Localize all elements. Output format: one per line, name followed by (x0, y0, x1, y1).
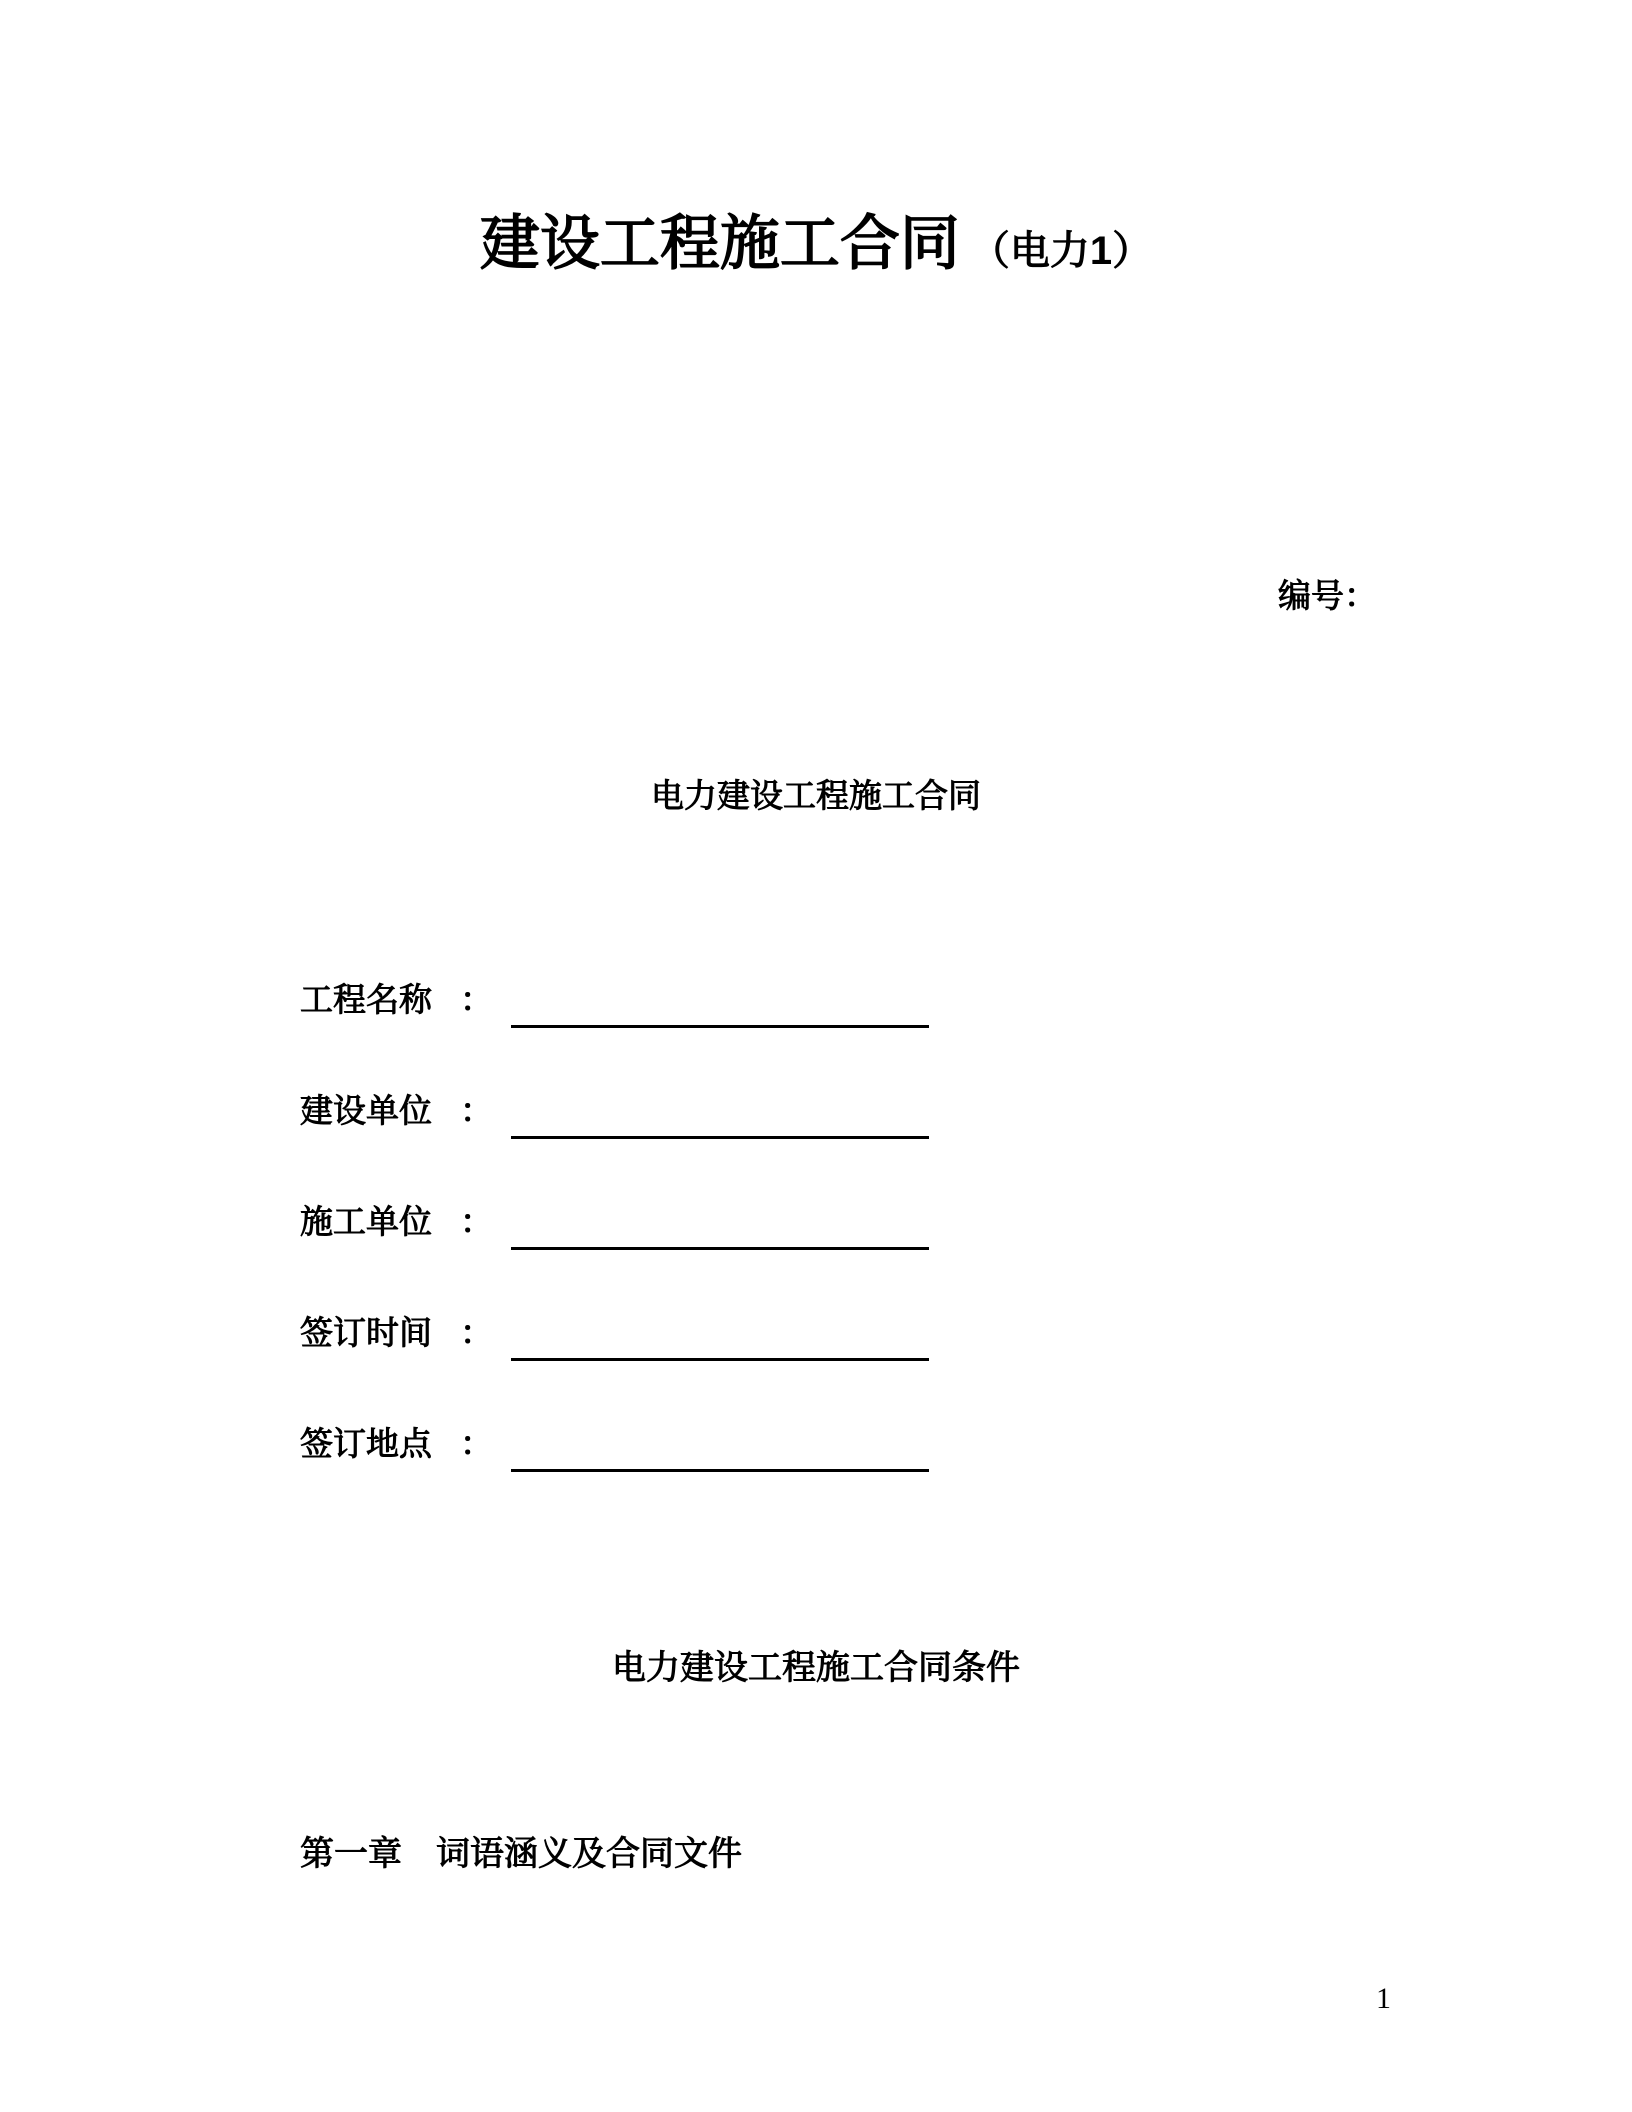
chapter-number: 第一章 (300, 1835, 402, 1873)
field-label-signing-time: 签订时间 (300, 1314, 432, 1351)
document-title-main: 建设工程施工合同 (479, 210, 960, 277)
document-title (0, 196, 1632, 282)
field-colon: ： (460, 1203, 493, 1240)
form-field-contractor-unit (300, 1202, 929, 1242)
contract-conditions-title: 电力建设工程施工合同条件 (612, 1649, 1020, 1687)
blank-underline-contractor-unit[interactable] (511, 1207, 929, 1250)
reference-number-label: 编号： (1278, 577, 1377, 614)
blank-underline-project-name[interactable] (511, 985, 929, 1028)
field-colon: ： (460, 981, 493, 1018)
form-field-construction-unit (300, 1091, 929, 1131)
contract-subtitle: 电力建设工程施工合同 (651, 777, 981, 814)
field-label-project-name: 工程名称 (300, 981, 432, 1018)
chapter-title: 词语涵义及合同文件 (436, 1835, 742, 1873)
chapter-one-heading (300, 1826, 742, 1875)
form-field-project-name (300, 980, 929, 1020)
form-field-signing-time (300, 1313, 929, 1353)
field-label-signing-place: 签订地点 (300, 1425, 432, 1462)
page-number: 1 (1376, 1982, 1391, 2015)
document-title-suffix: （电力1） (969, 229, 1153, 273)
field-colon: ： (460, 1314, 493, 1351)
field-colon: ： (460, 1092, 493, 1129)
field-label-contractor-unit: 施工单位 (300, 1203, 432, 1240)
blank-underline-signing-time[interactable] (511, 1318, 929, 1361)
blank-underline-signing-place[interactable] (511, 1429, 929, 1472)
form-field-signing-place (300, 1424, 929, 1464)
blank-underline-construction-unit[interactable] (511, 1096, 929, 1139)
field-label-construction-unit: 建设单位 (300, 1092, 432, 1129)
field-colon: ： (460, 1425, 493, 1462)
